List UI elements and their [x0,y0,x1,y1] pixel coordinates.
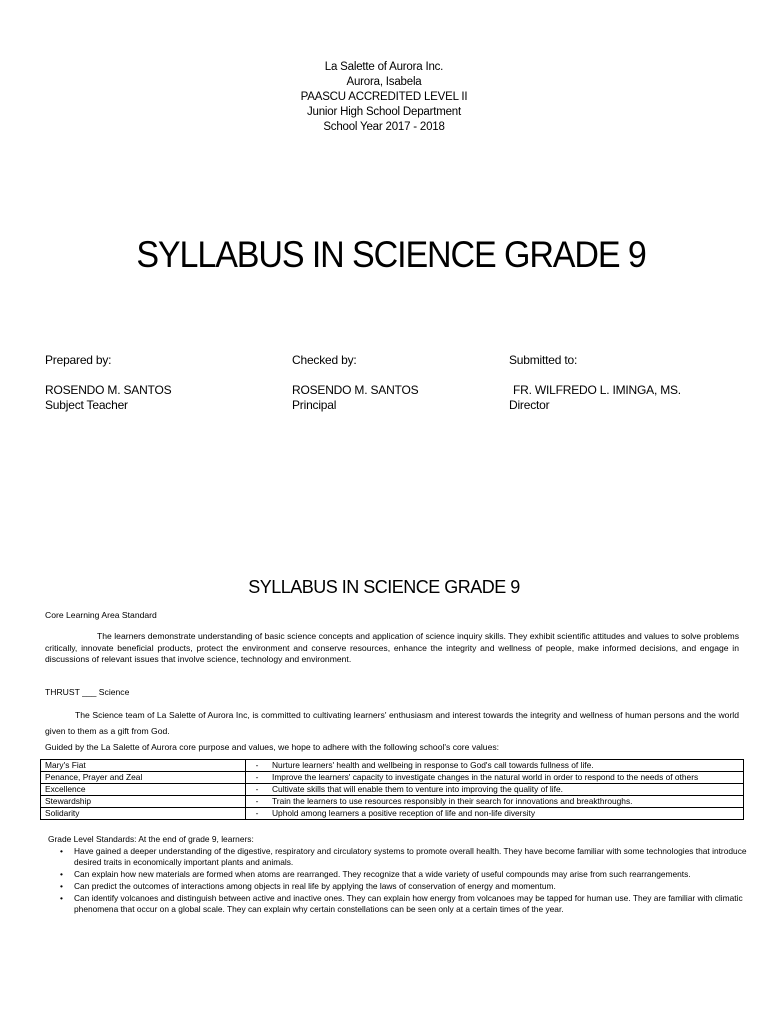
value-description: Improve the learners' capacity to investigate changes in the natural world in order to respond to the needs of others [268,772,744,784]
department: Junior High School Department [306,106,461,118]
grade-standards-list [44,846,768,916]
value-name: Stewardship [41,796,246,808]
value-name: Penance, Prayer and Zeal [41,772,246,784]
signatory-position: Director [509,398,550,412]
bullet-icon: • [60,846,63,856]
school-header [0,60,768,135]
bullet-icon: • [60,893,63,903]
signatory-name: FR. WILFREDO L. IMINGA, MS. [513,383,681,397]
signatory-checked [292,353,418,413]
table-row [41,808,744,820]
signatory-role: Prepared by: [45,353,112,367]
value-description: Train the learners to use resources responsibly in their search for innovations and breakthroughs. [268,796,744,808]
value-dash: - [246,796,269,808]
list-item-text: Have gained a deeper understanding of the digestive, respiratory and circulatory systems to promote overall health. They have become familiar with some technologies that introduce desired traits in economically important plants and animals. [74,846,747,867]
value-dash: - [246,784,269,796]
list-item-text: Can explain how new materials are formed when atoms are rearranged. They recognize that a wide variety of useful compounds may arise from such rearrangements. [74,869,691,879]
value-description: Uphold among learners a positive reception of life and non-life diversity [268,808,744,820]
list-item [60,881,768,892]
signatory-submitted [509,353,681,413]
school-location: Aurora, Isabela [346,76,422,88]
table-row [41,772,744,784]
signatory-name: ROSENDO M. SANTOS [292,383,419,397]
table-row [41,760,744,772]
signatory-prepared [45,353,171,413]
list-item [60,846,768,868]
table-row [41,796,744,808]
signatory-position: Subject Teacher [45,398,128,412]
main-title: SYLLABUS IN SCIENCE GRADE 9 [136,234,646,275]
school-name: La Salette of Aurora Inc. [324,61,444,73]
table-row [41,784,744,796]
thrust-label: THRUST ___ Science [45,687,130,697]
value-dash: - [246,808,269,820]
value-name: Mary's Fiat [41,760,246,772]
core-standard-heading: Core Learning Area Standard [45,610,157,620]
section-title: SYLLABUS IN SCIENCE GRADE 9 [248,577,520,597]
list-item-text: Can predict the outcomes of interactions among objects in real life by applying the laws of conservation of energy and momentum. [74,881,556,891]
signatory-name: ROSENDO M. SANTOS [45,383,172,397]
signatory-position: Principal [292,398,337,412]
school-year: School Year 2017 - 2018 [323,121,445,133]
value-name: Excellence [41,784,246,796]
bullet-icon: • [60,869,63,879]
signatory-role: Checked by: [292,353,357,367]
signatory-role: Submitted to: [509,353,578,367]
value-dash: - [246,772,269,784]
grade-standards-heading: Grade Level Standards: At the end of grade 9, learners: [48,834,254,844]
list-item [60,869,768,880]
value-dash: - [246,760,269,772]
list-item [60,893,768,915]
value-name: Solidarity [41,808,246,820]
core-standard-text: The learners demonstrate understanding of basic science concepts and application of science inquiry skills. They exhibit scientific attitudes and values to solve problems critically, innovate beneficial products, protect the environment and conserve resources, enhance the integrity and wellness of people, make informed decisions, and engage in discussions of relevant issues that involve science, technology and environment. [45,631,739,664]
thrust-text: The Science team of La Salette of Aurora Inc, is committed to cultivating learners' enthusiasm and interest towards the integrity and wellness of human persons and the world given to them as a gift from God. [45,710,739,736]
accreditation: PAASCU ACCREDITED LEVEL II [300,91,468,103]
bullet-icon: • [60,881,63,891]
value-description: Nurture learners' health and wellbeing in response to God's call towards fullness of life. [268,760,744,772]
core-values-intro: Guided by the La Salette of Aurora core purpose and values, we hope to adhere with the following school's core values: [45,742,500,752]
core-values-table [40,759,744,820]
value-description: Cultivate skills that will enable them to venture into improving the quality of life. [268,784,744,796]
list-item-text: Can identify volcanoes and distinguish between active and inactive ones. They can explain how energy from volcanoes may be tapped for human use. They are familiar with climatic phenomena that occur on a global scale. They can explain why certain constellations can be seen only at a certain times of the year. [74,893,743,914]
